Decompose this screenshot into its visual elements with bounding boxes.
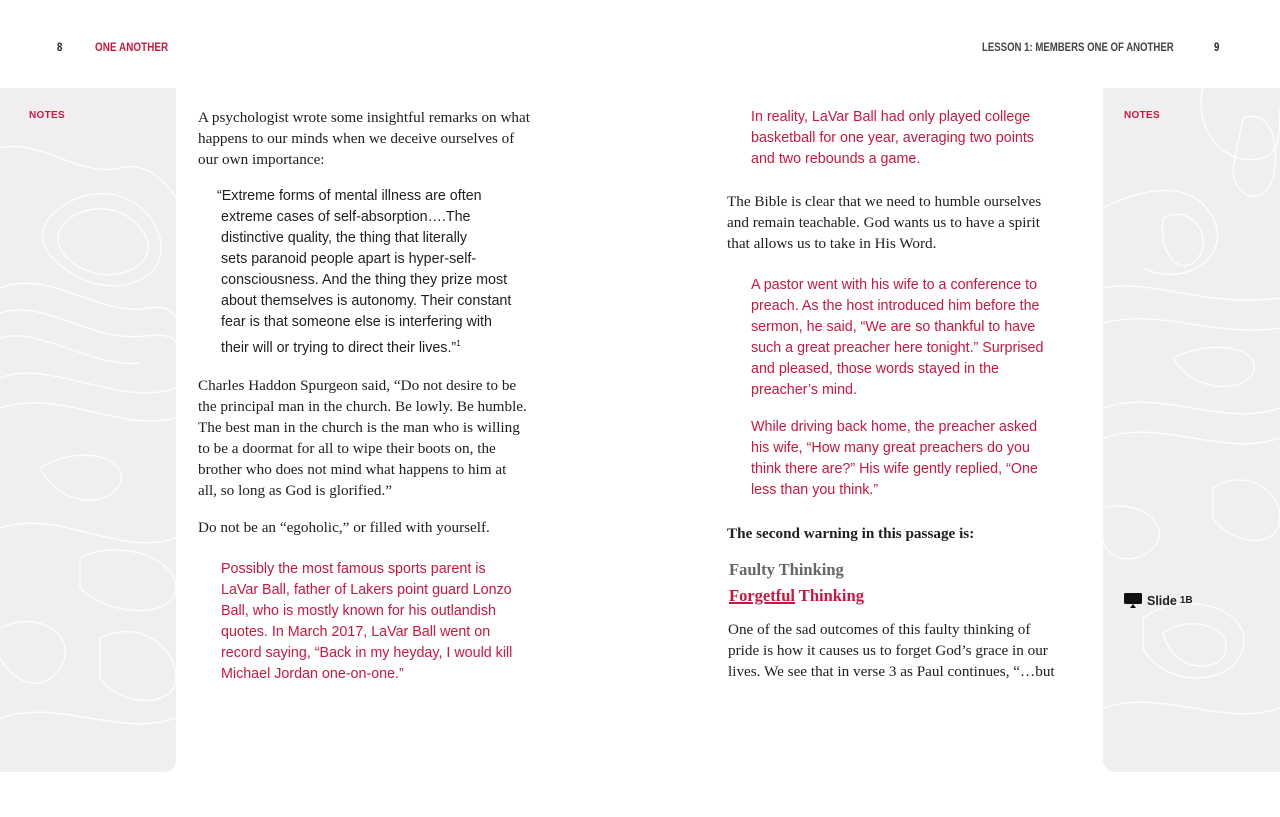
text-line: One of the sad outcomes of this faulty thinking of	[728, 621, 1031, 638]
text-line: and pleased, those words stayed in the	[751, 361, 999, 377]
text-line: While driving back home, the preacher asked	[751, 419, 1038, 435]
text-line: fear is that someone else is interfering with	[221, 314, 492, 330]
outcome-paragraph	[728, 619, 1055, 682]
text-line: record saying, “Back in my heyday, I would kill	[221, 645, 513, 661]
text-line: preach. As the host introduced him before the	[751, 298, 1040, 314]
text-line: “Extreme forms of mental illness are often	[217, 188, 482, 204]
running-head-right: LESSON 1: MEMBERS ONE OF ANOTHER	[982, 40, 1174, 54]
page-number-right: 9	[1214, 40, 1220, 54]
text-line: LaVar Ball, father of Lakers point guard Lonzo	[221, 582, 512, 598]
notes-panel-left[interactable]	[0, 88, 176, 772]
text-line: The best man in the church is the man who is willing	[198, 419, 520, 436]
egoholic-paragraph	[198, 517, 490, 538]
text-line: In reality, LaVar Ball had only played college	[751, 109, 1031, 125]
fill-in-answer: Forgetful	[729, 586, 795, 605]
intro-paragraph	[198, 107, 530, 170]
text-line: to be a doormat for all to wipe their boots on, the	[198, 440, 496, 457]
text-line: consciousness. And the thing they prize most	[221, 272, 508, 288]
text-line: sermon, he said, “We are so thankful to have	[751, 319, 1036, 335]
topographic-pattern	[1103, 88, 1280, 772]
heading-rest: Thinking	[794, 586, 864, 605]
topographic-pattern	[0, 88, 176, 772]
text-line: sets paranoid people apart is hyper-self-	[221, 251, 477, 267]
text-line: such a great preacher here tonight.” Surprised	[751, 340, 1044, 356]
text-line: The Bible is clear that we need to humble ourselves	[727, 193, 1042, 210]
text-line: extreme cases of self-absorption….The	[221, 209, 471, 225]
heading-faulty-thinking: Faulty Thinking	[729, 560, 844, 579]
running-head-left: ONE ANOTHER	[95, 40, 169, 54]
second-warning-text: The second warning in this passage is:	[727, 525, 975, 542]
text-line: Possibly the most famous sports parent is	[221, 561, 486, 577]
text-line: A pastor went with his wife to a conference to	[751, 277, 1038, 293]
text-line: happens to our minds when we deceive ourselves of	[198, 130, 515, 147]
text-line: lives. We see that in verse 3 as Paul continues, “…but	[728, 663, 1055, 680]
text-line: and remain teachable. God wants us to have a spirit	[727, 214, 1040, 231]
notes-label-left: NOTES	[29, 110, 65, 121]
text-line: Michael Jordan one-on-one.”	[221, 666, 404, 682]
text-line: the principal man in the church. Be lowly. Be humble.	[198, 398, 527, 415]
text-line: that allows us to take in His Word.	[727, 235, 937, 252]
text-line: quotes. In March 2017, LaVar Ball went on	[221, 624, 491, 640]
text-line: his wife, “How many great preachers do you	[751, 440, 1030, 456]
text-line: think there are?” His wife gently replied, “One	[751, 461, 1038, 477]
text-line: our own importance:	[198, 151, 325, 168]
slide-cue	[1124, 593, 1193, 608]
notes-panel-right[interactable]	[1103, 88, 1280, 772]
text-line: preacher’s mind.	[751, 382, 857, 398]
notes-label-right: NOTES	[1124, 110, 1160, 121]
text-line: distinctive quality, the thing that literally	[221, 230, 468, 246]
illustration-driving	[751, 417, 1038, 501]
psychologist-quote	[217, 186, 511, 359]
illustration-pastor	[751, 275, 1043, 401]
text-line: their will or trying to direct their lives.”	[221, 339, 457, 356]
bible-paragraph	[727, 191, 1041, 254]
text-line: Ball, who is mostly known for his outlandish	[221, 603, 496, 619]
text-line: basketball for one year, averaging two points	[751, 130, 1034, 146]
illustration-continued	[751, 107, 1034, 170]
slide-number: 1B	[1179, 595, 1193, 606]
text-line: less than you think.”	[751, 482, 879, 498]
text-line: brother who does not mind what happens to him at	[198, 461, 507, 478]
footnote-marker[interactable]: 1	[456, 339, 461, 348]
text-line: all, so long as God is glorified.”	[198, 482, 393, 499]
text-line: Charles Haddon Spurgeon said, “Do not desire to be	[198, 377, 517, 394]
text-line: Do not be an “egoholic,” or filled with yourself.	[198, 519, 490, 536]
presentation-screen-icon	[1124, 593, 1142, 608]
heading-forgetful-thinking	[729, 586, 864, 606]
text-line: A psychologist wrote some insightful remarks on what	[198, 109, 530, 126]
text-line: and two rebounds a game.	[751, 151, 921, 167]
text-line: about themselves is autonomy. Their constant	[221, 293, 512, 309]
text-line: pride is how it causes us to forget God’s grace in our	[728, 642, 1048, 659]
spurgeon-paragraph	[198, 375, 527, 501]
page-number-left: 8	[57, 40, 63, 54]
slide-label: Slide	[1147, 593, 1177, 608]
illustration-lavar-ball	[221, 559, 512, 685]
